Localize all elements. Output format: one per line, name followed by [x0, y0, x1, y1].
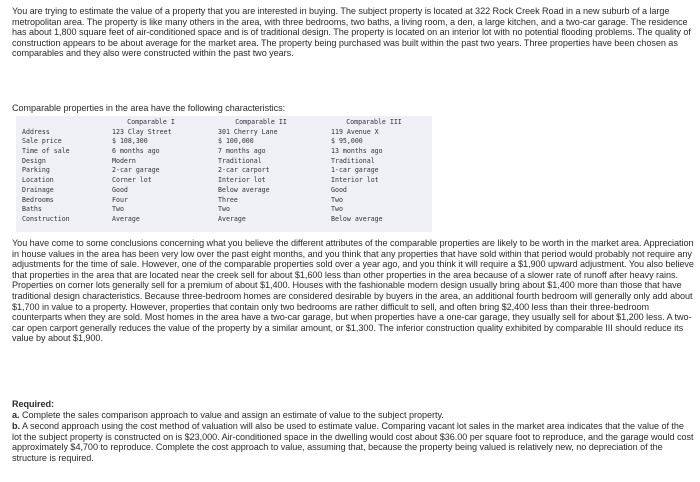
row-label: Drainage	[22, 185, 54, 194]
table-cell: Four	[112, 195, 128, 204]
table-cell: 7 months ago	[218, 147, 266, 156]
table-cell: Below average	[331, 214, 383, 223]
row-label: Location	[22, 176, 54, 185]
table-cell: Two	[218, 205, 230, 214]
table-cell: 301 Cherry Lane	[218, 127, 278, 136]
comparables-table	[16, 116, 456, 234]
table-cell: Traditional	[218, 156, 262, 165]
table-cell: $ 95,000	[331, 137, 363, 146]
row-label: Bedrooms	[22, 195, 54, 204]
table-cell: Two	[331, 205, 343, 214]
table-cell: 13 months ago	[331, 147, 383, 156]
row-label: Baths	[22, 205, 42, 214]
table-cell: Traditional	[331, 156, 375, 165]
required-heading: Required:	[12, 399, 54, 409]
table-cell: Two	[112, 205, 124, 214]
required-item-a	[12, 410, 694, 421]
comparable-2-column	[218, 118, 304, 225]
table-cell: Modern	[112, 156, 136, 165]
conclusions-paragraph: You have come to some conclusions concerning what you believe the different attributes of the comparable properties are likely to be worth in the market area. Appreciation in house values in the area has been very low over the past eight months, and you think that any properties that have sold within that period would probably not require any adjustments for the time of sale. However, one of the comparable properties sold over a year ago, and you think it will require a $1,900 upward adjustment. You also believe that properties in the area that are located near the creek sell for about $1,600 less than other properties in the area because of a slower rate of runoff after heavy rains. Properties on corner lots generally sell for a premium of about $1,400. Houses with the fashionable modern design usually bring about $1,400 more than those that have traditional design characteristics. Because three-bedroom homes are considered desirable by buyers in the area, an additional fourth bedroom will generally only add about $1,700 in value to a property. However, properties that contain only two bedrooms are rather difficult to sell, and often bring $2,400 less than their three-bedroom counterparts when they are sold. Most homes in the area have a two-car garage, but when properties have a one-car garage, they usually sell for about $1,200 less. A two-car open carport generally reduces the value of the property by a similar amount, or $1,300. The inferior construction quality exhibited by comparable III should reduce its value by about $1,900.	[12, 238, 694, 344]
row-label: Construction	[22, 214, 70, 223]
comparable-2-header: Comparable II	[235, 118, 287, 126]
required-item-b	[12, 421, 694, 463]
row-label: Sale price	[22, 137, 62, 146]
table-cell: 6 months ago	[112, 147, 160, 156]
table-cell: Corner lot	[112, 176, 152, 185]
table-cell: 123 Clay Street	[112, 127, 172, 136]
table-cell: Average	[112, 214, 140, 223]
table-cell: $ 108,300	[112, 137, 148, 146]
item-b-letter: b.	[12, 421, 20, 431]
table-cell: Three	[218, 195, 238, 204]
table-cell: 119 Avenue X	[331, 127, 379, 136]
table-cell: Good	[112, 185, 128, 194]
table-cell: Good	[331, 185, 347, 194]
row-labels-column	[22, 118, 70, 225]
row-label: Parking	[22, 166, 50, 175]
comparable-3-column	[331, 118, 417, 225]
row-label: Design	[22, 156, 46, 165]
comparable-1-column	[112, 118, 190, 225]
table-cell: Interior lot	[331, 176, 379, 185]
table-cell: 2-car garage	[112, 166, 160, 175]
table-cell: Interior lot	[218, 176, 266, 185]
blank-header-cell	[22, 118, 70, 128]
table-cell: 2-car carport	[218, 166, 270, 175]
table-cell: Two	[331, 195, 343, 204]
item-a-text: Complete the sales comparison approach to value and assign an estimate of value to the subject property.	[21, 410, 444, 420]
comparable-1-header: Comparable I	[127, 118, 175, 126]
table-cell: Below average	[218, 185, 270, 194]
table-cell: $ 100,000	[218, 137, 254, 146]
table-cell: Average	[218, 214, 246, 223]
item-a-letter: a.	[12, 410, 20, 420]
row-label: Address	[22, 127, 50, 136]
table-cell: 1-car garage	[331, 166, 379, 175]
row-label: Time of sale	[22, 147, 70, 156]
intro-paragraph: You are trying to estimate the value of a property that you are interested in buying. The subject property is located at 322 Rock Creek Road in a new suburb of a large metropolitan area. The property is like many others in the area, with three bedrooms, two baths, a living room, a den, a large kitchen, and a two-car garage. The residence has about 1,800 square feet of air-conditioned space and is of traditional design. The property is located on an interior lot with no potential flooding problems. The quality of construction appears to be about average for the market area. The property being purchased was built within the past two years. Three properties have been chosen as comparables and they also were constructed within the past two years.	[12, 6, 691, 59]
item-b-text: A second approach using the cost method of valuation will also be used to estimate value. Comparing vacant lot sales in the market area indicates that the value of the lot the subject property is constructed on is $23,000. Air-conditioned space in the dwelling would cost about $36.00 per square foot to reproduce, and the garage would cost approximately $4,700 to reproduce. Complete the cost approach to value, assuming that, because the property being valued is relatively new, no depreciation of the structure is required.	[12, 421, 694, 463]
comparable-3-header: Comparable III	[346, 118, 402, 126]
comparables-heading: Comparable properties in the area have the following characteristics:	[12, 103, 286, 113]
